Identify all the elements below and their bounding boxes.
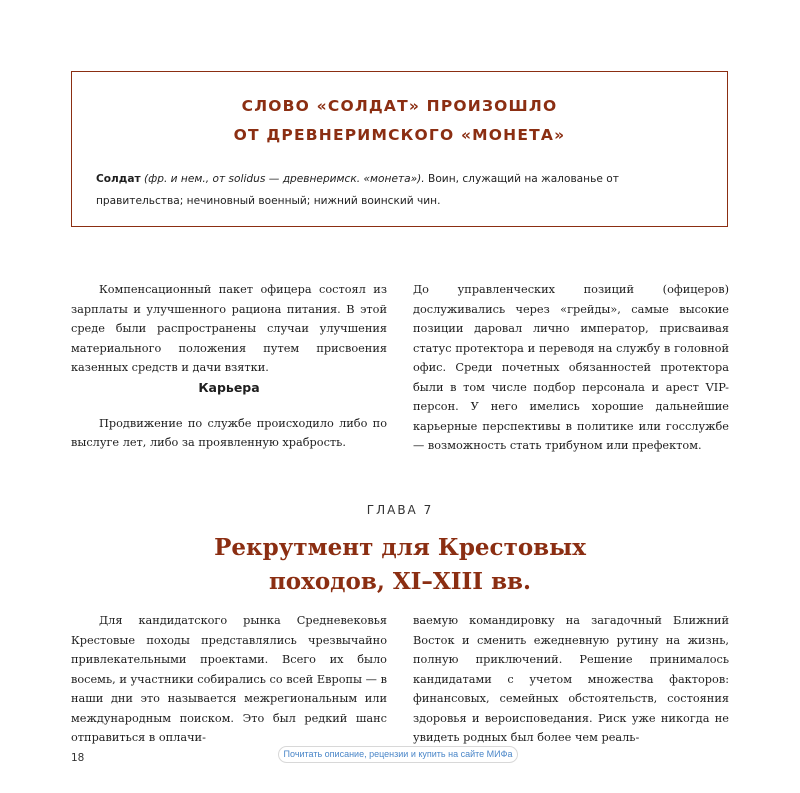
etymology-latin: solidus bbox=[228, 173, 266, 185]
right-paragraph: До управленческих позиций (офицеров) дослуживались через «грейды», самые высокие позиции даровал лично император, присваивая статус протектора и переводя на службу в головной офис. Среди почетных обязанностей протектора были в том числе подбор персонала и арест VIP-персон. У него имелись хорошие дальнейшие карьерные перспективы в политике или госслужбе — возможность стать трибуном или префектом. bbox=[413, 283, 729, 452]
box-title-line-1: СЛОВО «СОЛДАТ» ПРОИЗОШЛО bbox=[241, 97, 558, 115]
etymology-word: монета bbox=[370, 173, 411, 185]
section2-left-paragraph: Для кандидатского рынка Средневековья Крестовые походы представлялись чрезвычайно привлекательными проектами. Всего их было восемь, и участники собирались со всей Европы — в наши дни это называется межрегиональным или международным поиском. Это был редкий шанс отправиться в оплачи- bbox=[71, 614, 387, 744]
section1-left-column bbox=[71, 280, 387, 453]
definition-text bbox=[96, 168, 705, 212]
chapter-label: ГЛАВА 7 bbox=[366, 503, 434, 517]
etymology-close: »). bbox=[410, 173, 425, 185]
definition-etymology bbox=[144, 173, 425, 185]
definition-box-title bbox=[72, 92, 727, 150]
definition-box bbox=[71, 71, 728, 227]
chapter-title bbox=[0, 531, 800, 599]
section1-right-column bbox=[413, 280, 729, 456]
buy-book-link[interactable]: Почитать описание, рецензии и купить на сайте МИФа bbox=[278, 746, 518, 763]
box-title-line-2: ОТ ДРЕВНЕРИМСКОГО «МОНЕТА» bbox=[233, 126, 566, 144]
definition-body: Воин, служащий на жалованье от правительства; нечиновный военный; нижний воинский чин. bbox=[96, 173, 619, 207]
etymology-mid: — древнеримск. « bbox=[265, 173, 371, 185]
section2-left-column bbox=[71, 611, 387, 748]
definition-term: Солдат bbox=[96, 173, 141, 185]
left-paragraph-2: Продвижение по службе происходило либо по выслуге лет, либо за проявленную храбрость. bbox=[71, 416, 387, 449]
subheading-career: Карьера bbox=[198, 379, 260, 395]
page-number: 18 bbox=[71, 752, 85, 764]
section2-right-paragraph: ваемую командировку на загадочный Ближний Восток и сменить ежедневную рутину на жизнь, полную приключений. Решение принималось кандидатами с учетом множества факторов: финансовых, семейных обстоятельств, состояния здоровья и вероисповедания. Риск уже никогда не увидеть родных был более чем реаль- bbox=[413, 614, 729, 744]
chapter-title-line-1: Рекрутмент для Крестовых bbox=[214, 534, 586, 561]
left-paragraph-1: Компенсационный пакет офицера состоял из зарплаты и улучшенного рациона питания. В этой среде были распространены случаи улучшения материального положения путем присвоения казенных средств и дачи взятки. bbox=[71, 283, 387, 374]
chapter-title-line-2: походов, XI–XIII вв. bbox=[268, 568, 532, 595]
etymology-open: (фр. и нем., от bbox=[144, 173, 229, 185]
section2-right-column bbox=[413, 611, 729, 748]
